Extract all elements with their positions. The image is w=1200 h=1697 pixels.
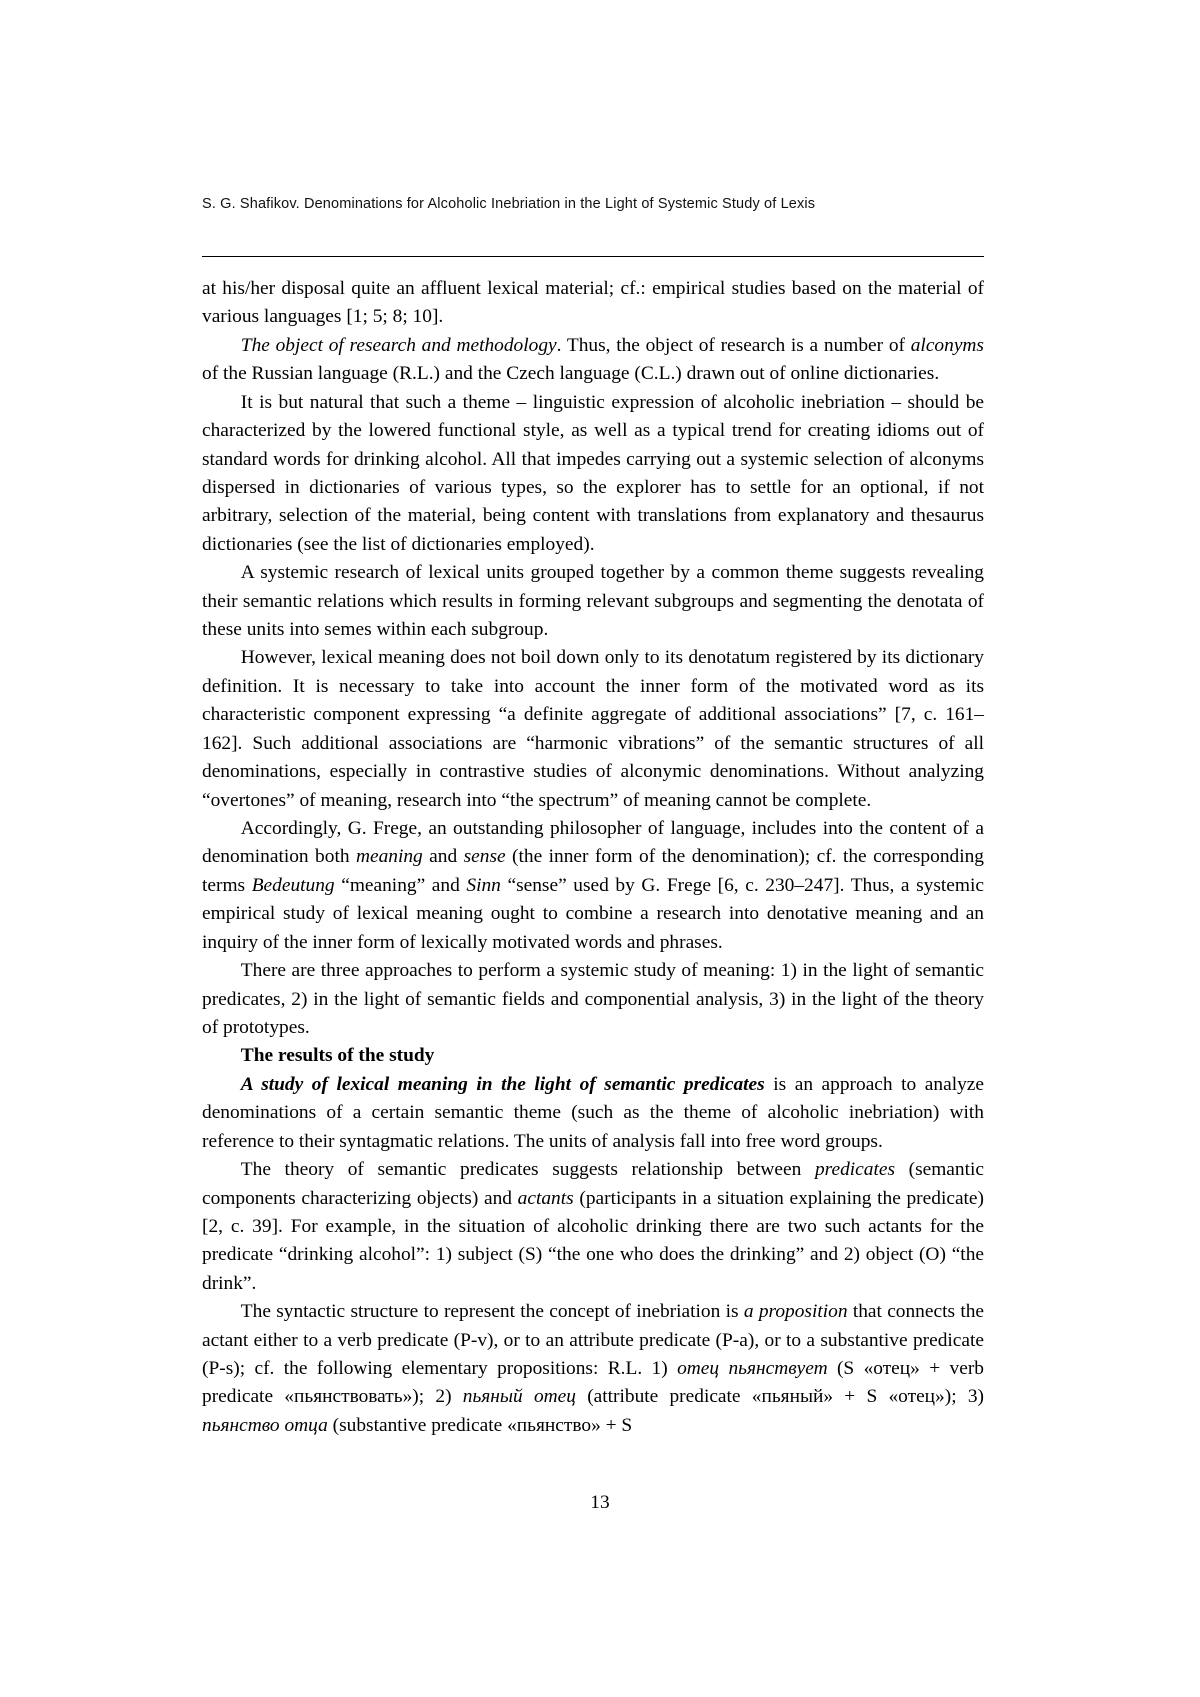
body-text — [202, 275, 984, 1440]
paragraph-6: Accordingly, G. Frege, an outstanding philosopher of language, includes into the content of a denomination both meaning and sense (the inner form of the denomination); cf. the corresponding terms Bedeutung “meaning” and Sinn “sense” used by G. Frege [6, c. 230–247]. Thus, a systemic empirical study of lexical meaning ought to combine a research into denotative meaning and an inquiry of the inner form of lexically motivated words and phrases. — [202, 818, 984, 953]
paragraph-11: The syntactic structure to represent the concept of inebriation is a proposition that connects the actant either to a verb predicate (P-v), or to an attribute predicate (P-a), or to a substantive predicate (P-s); cf. the following elementary propositions: R.L. 1) отец пьянствует (S «отец» + verb predicate «пьянствовать»); 2) пьяный отец (attribute predicate «пьяный» + S «отец»); 3) пьянство отца (substantive predicate «пьянство» + S — [202, 1301, 985, 1436]
page-number: 13 — [590, 1492, 610, 1513]
running-head: S. G. Shafikov. Denominations for Alcoholic Inebriation in the Light of Systemic Study of Lexis — [202, 196, 816, 212]
paragraph-4: A systemic research of lexical units grouped together by a common theme suggests revealing their semantic relations which results in forming relevant subgroups and segmenting the denotata of these units into semes within each subgroup. — [202, 562, 984, 641]
paragraph-2: The object of research and methodology. Thus, the object of research is a number of alconyms of the Russian language (R.L.) and the Czech language (C.L.) drawn out of online dictionaries. — [202, 334, 984, 385]
paragraph-10: The theory of semantic predicates suggests relationship between predicates (semantic components characterizing objects) and actants (participants in a situation explaining the predicate) [2, c. 39]. For example, in the situation of alcoholic drinking there are two such actants for the predicate “drinking alcohol”: 1) subject (S) “the one who does the drinking” and 2) object (O) “the drink”. — [202, 1159, 984, 1294]
section-heading-results: The results of the study — [240, 1045, 435, 1067]
page-content — [202, 196, 984, 1440]
paragraph-1: at his/her disposal quite an affluent lexical material; cf.: empirical studies based on the material of various languages [1; 5; 8; 10]. — [202, 278, 984, 328]
paragraph-3: It is but natural that such a theme – linguistic expression of alcoholic inebriation – should be characterized by the lowered functional style, as well as a typical trend for creating idioms out of standard words for drinking alcohol. All that impedes carrying out a systemic selection of alconyms dispersed in dictionaries of various types, so the explorer has to settle for an optional, if not arbitrary, selection of the material, being content with translations from explanatory and thesaurus dictionaries (see the list of dictionaries employed). — [202, 391, 984, 555]
header-rule — [202, 256, 984, 257]
paragraph-5: However, lexical meaning does not boil down only to its denotatum registered by its dictionary definition. It is necessary to take into account the inner form of the motivated word as its characteristic component expressing “a definite aggregate of additional associations” [7, c. 161–162]. Such additional associations are “harmonic vibrations” of the semantic structures of all denominations, especially in contrastive studies of alconymic denominations. Without analyzing “overtones” of meaning, research into “the spectrum” of meaning cannot be complete. — [202, 647, 984, 811]
paragraph-7: There are three approaches to perform a systemic study of meaning: 1) in the light of semantic predicates, 2) in the light of semantic fields and componential analysis, 3) in the light of the theory of prototypes. — [202, 960, 984, 1038]
paragraph-9: A study of lexical meaning in the light of semantic predicates is an approach to analyze denominations of a certain semantic theme (such as the theme of alcoholic inebriation) with reference to their syntagmatic relations. The units of analysis fall into free word groups. — [202, 1073, 984, 1152]
